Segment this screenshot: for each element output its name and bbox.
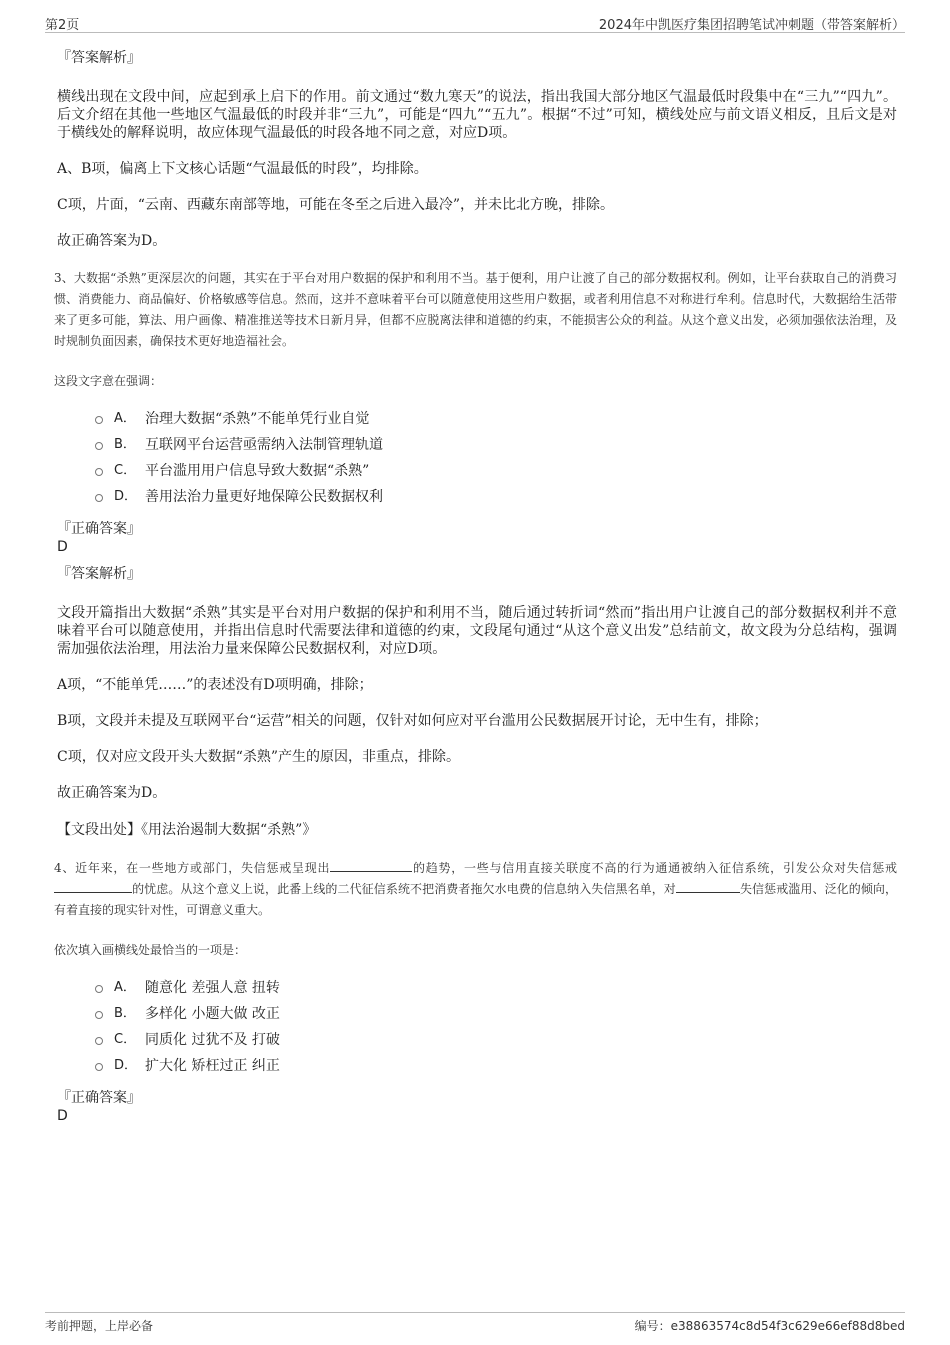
- passage-source: 【文段出处】《用法治遏制大数据“杀熟”》: [57, 822, 317, 838]
- analysis-label: 『答案解析』: [57, 566, 141, 582]
- analysis-label: 『答案解析』: [57, 50, 141, 66]
- option-letter: A．: [114, 411, 136, 426]
- option-c[interactable]: [95, 1027, 897, 1053]
- fill-blank: [676, 880, 740, 893]
- option-a[interactable]: [95, 975, 897, 1001]
- radio-icon[interactable]: [95, 468, 103, 476]
- question-3-text: 3、大数据“杀熟”更深层次的问题，其实在于平台对用户数据的保护和利用不当。基于便利，用户让渡了自己的部分数据权利。例如，让平台获取自己的消费习惯、消费能力、商品偏好、价格敏感等信息。然而，这并不意味着平台可以随意使用这些用户数据，或者利用信息不对称进行牟利。信息时代，大数据给生活带来了更多可能，算法、用户画像、精准推送等技术日新月异，但都不应脱离法律和道德的约束，不能损害公众的利益。从这个意义出发，必须加强依法治理，及时规制负面因素，确保技术更好地造福社会。: [54, 271, 897, 348]
- page-content: [54, 48, 897, 1133]
- option-text: 善用法治力量更好地保障公民数据权利: [145, 489, 383, 505]
- option-letter: B．: [114, 1006, 136, 1021]
- option-a[interactable]: [95, 406, 897, 432]
- option-text: 同质化 过犹不及 打破: [145, 1032, 280, 1048]
- correct-answer-label: 『正确答案』: [57, 1090, 141, 1106]
- analysis-paragraph: B项，文段并未提及互联网平台“运营”相关的问题，仅针对如何应对平台滥用公民数据展开讨论，无中生有，排除；: [57, 713, 768, 729]
- document-code: 编号：e38863574c8d54f3c629e66ef88d8bed: [634, 1319, 905, 1333]
- option-letter: A．: [114, 980, 136, 995]
- question-4-prompt: 依次填入画横线处最恰当的一项是：: [54, 943, 247, 957]
- option-text: 多样化 小题大做 改正: [145, 1006, 280, 1022]
- question-4-text-part: 失信惩戒滥用、泛化的倾向，有着直接的现实针对性，可谓意义重大。: [54, 882, 897, 917]
- page-footer: [45, 1312, 905, 1339]
- fill-blank: [330, 859, 412, 872]
- option-b[interactable]: [95, 1001, 897, 1027]
- footer-slogan: 考前押题，上岸必备: [45, 1319, 154, 1333]
- radio-icon[interactable]: [95, 494, 103, 502]
- correct-answer-value: D: [57, 539, 68, 555]
- option-text: 治理大数据“杀熟”不能单凭行业自觉: [145, 411, 370, 427]
- radio-icon[interactable]: [95, 985, 103, 993]
- question-4-text: [54, 858, 897, 921]
- page-header: [45, 12, 905, 33]
- option-letter: B．: [114, 437, 136, 452]
- radio-icon[interactable]: [95, 1037, 103, 1045]
- question-3-options: [95, 406, 897, 510]
- question-3-prompt: 这段文字意在强调：: [54, 374, 163, 388]
- question-4-text-part: 的趋势，一些与信用直接关联度不高的行为通通被纳入征信系统，引发公众对失信惩戒: [412, 861, 897, 875]
- option-letter: D．: [114, 489, 138, 504]
- option-d[interactable]: [95, 1053, 897, 1079]
- fill-blank: [54, 880, 132, 893]
- option-d[interactable]: [95, 484, 897, 510]
- option-text: 互联网平台运营亟需纳入法制管理轨道: [145, 437, 383, 453]
- analysis-paragraph: 文段开篇指出大数据“杀熟”其实是平台对用户数据的保护和利用不当，随后通过转折词“然而”指出用户让渡自己的部分数据权利并不意味着平台可以随意使用，并指出信息时代需要法律和道德的约束，文段尾句通过“从这个意义出发”总结前文，故文段为分总结构，强调需加强依法治理，用法治力量来保障公民数据权利，对应D项。: [57, 605, 897, 657]
- question-4-options: [95, 975, 897, 1079]
- option-letter: C．: [114, 463, 137, 478]
- analysis-paragraph: C项，片面，“云南、西藏东南部等地，可能在冬至之后进入最冷”，并未比北方晚，排除。: [57, 197, 615, 213]
- option-letter: C．: [114, 1032, 137, 1047]
- option-text: 随意化 差强人意 扭转: [145, 980, 280, 996]
- radio-icon[interactable]: [95, 442, 103, 450]
- question-4-text-part: 的忧虑。从这个意义上说，此番上线的二代征信系统不把消费者拖欠水电费的信息纳入失信黑名单，对: [132, 882, 676, 896]
- radio-icon[interactable]: [95, 416, 103, 424]
- document-title: 2024年中凯医疗集团招聘笔试冲刺题（带答案解析）: [598, 18, 905, 33]
- analysis-paragraph: C项，仅对应文段开头大数据“杀熟”产生的原因，非重点，排除。: [57, 749, 461, 765]
- analysis-paragraph: A项，“不能单凭……”的表述没有D项明确，排除；: [57, 677, 373, 693]
- correct-answer-value: D: [57, 1108, 68, 1124]
- option-c[interactable]: [95, 458, 897, 484]
- analysis-conclusion: 故正确答案为D。: [57, 233, 167, 249]
- analysis-conclusion: 故正确答案为D。: [57, 785, 167, 801]
- analysis-paragraph: A、B项，偏离上下文核心话题“气温最低的时段”，均排除。: [57, 161, 428, 177]
- option-text: 平台滥用用户信息导致大数据“杀熟”: [145, 463, 370, 479]
- question-4-text-part: 4、近年来，在一些地方或部门，失信惩戒呈现出: [54, 861, 331, 875]
- page-number: 第2页: [45, 18, 80, 33]
- option-text: 扩大化 矫枉过正 纠正: [145, 1058, 280, 1074]
- option-b[interactable]: [95, 432, 897, 458]
- correct-answer-label: 『正确答案』: [57, 521, 141, 537]
- analysis-paragraph: 横线出现在文段中间，应起到承上启下的作用。前文通过“数九寒天”的说法，指出我国大部分地区气温最低时段集中在“三九”“四九”。后文介绍在其他一些地区气温最低的时段并非“三九”，可能是“四九”“五九”。根据“不过”可知，横线处应与前文语义相反，且后文是对于横线处的解释说明，故应体现气温最低的时段各地不同之意，对应D项。: [57, 89, 897, 141]
- option-letter: D．: [114, 1058, 138, 1073]
- radio-icon[interactable]: [95, 1063, 103, 1071]
- radio-icon[interactable]: [95, 1011, 103, 1019]
